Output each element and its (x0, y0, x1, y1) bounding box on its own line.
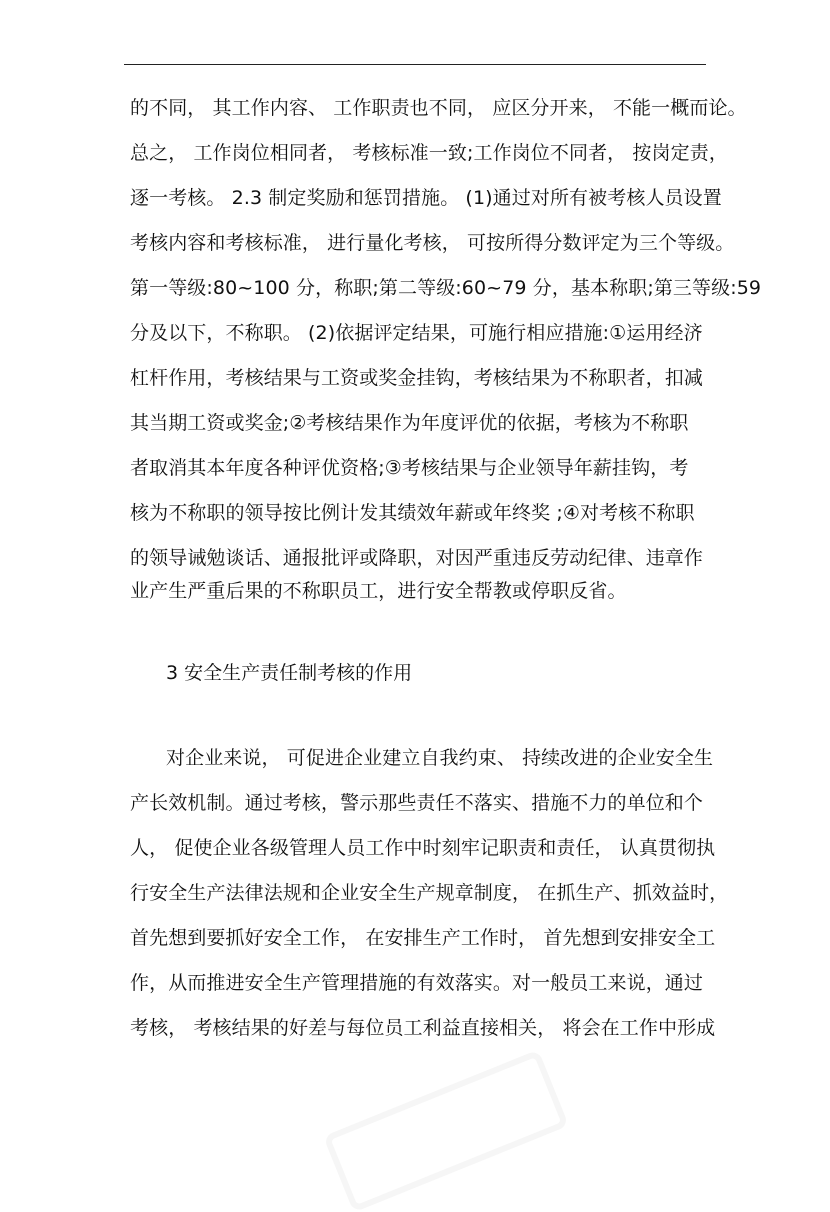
paragraph-line: 逐一考核。 2.3 制定奖励和惩罚措施。 (1)通过对所有被考核人员设置 (130, 187, 722, 209)
paragraph-line: 的不同， 其工作内容、 工作职责也不同， 应区分开来， 不能一概而论。 (130, 97, 747, 119)
paragraph-line: 考核， 考核结果的好差与每位员工利益直接相关， 将会在工作中形成 (130, 1017, 716, 1039)
paragraph-line: 业产生严重后果的不称职员工，进行安全帮教或停职反省。 (130, 580, 627, 602)
paragraph-line: 的领导诫勉谈话、通报批评或降职，对因严重违反劳动纪律、违章作 (130, 547, 704, 569)
paragraph-line: 核为不称职的领导按比例计发其绩效年薪或年终奖 ;④对考核不称职 (130, 502, 695, 524)
paragraph-line: 首先想到要抓好安全工作， 在安排生产工作时， 首先想到安排安全工 (130, 927, 716, 949)
paragraph-line: 考核内容和考核标准， 进行量化考核， 可按所得分数评定为三个等级。 (130, 232, 735, 254)
paragraph-line: 总之， 工作岗位相同者， 考核标准一致;工作岗位不同者， 按岗定责， (130, 142, 728, 164)
paragraph-line: 者取消其本年度各种评优资格;③考核结果与企业领导年薪挂钩，考 (130, 457, 689, 479)
paragraph-line: 分及以下，不称职。 (2)依据评定结果，可施行相应措施:①运用经济 (130, 322, 703, 344)
paragraph-line: 行安全生产法律法规和企业安全生产规章制度， 在抓生产、抓效益时， (130, 882, 729, 904)
section-heading: 3 安全生产责任制考核的作用 (166, 662, 413, 684)
paragraph-line: 对企业来说， 可促进企业建立自我约束、 持续改进的企业安全生 (166, 747, 714, 769)
paragraph-line: 人， 促使企业各级管理人员工作中时刻牢记职责和责任， 认真贯彻执 (130, 837, 716, 859)
paragraph-line: 作，从而推进安全生产管理措施的有效落实。对一般员工来说，通过 (130, 972, 704, 994)
header-rule (124, 64, 706, 65)
paragraph-line: 杠杆作用，考核结果与工资或奖金挂钩，考核结果为不称职者，扣减 (130, 367, 704, 389)
paragraph-line: 其当期工资或奖金;②考核结果作为年度评优的依据，考核为不称职 (130, 412, 689, 434)
paragraph-line: 产长效机制。通过考核，警示那些责任不落实、措施不力的单位和个 (130, 792, 704, 814)
watermark-stamp (323, 1050, 569, 1212)
paragraph-line: 第一等级:80~100 分，称职;第二等级:60~79 分，基本称职;第三等级:59 (130, 277, 762, 299)
